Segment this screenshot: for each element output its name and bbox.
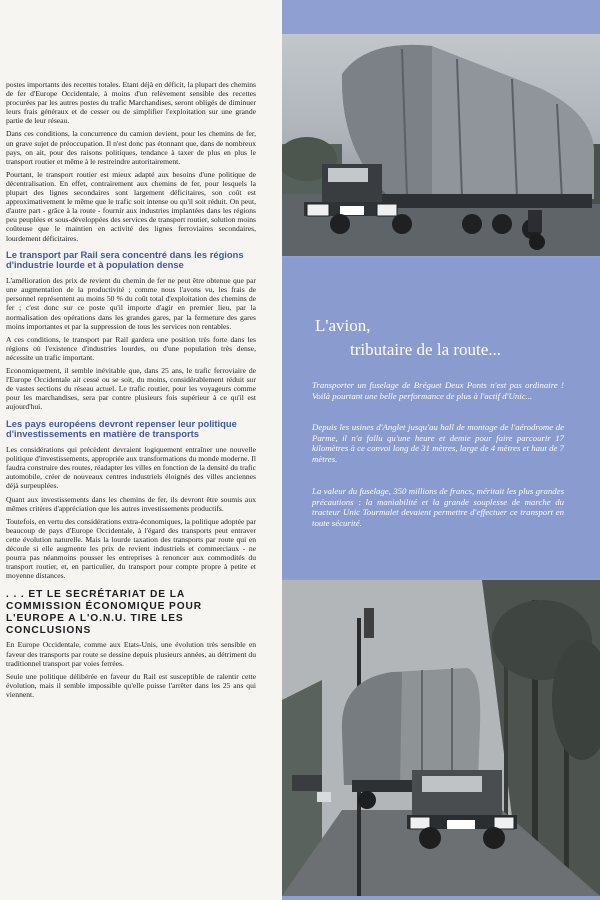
caption-panel [282,258,600,578]
article-left-column [6,80,256,703]
paragraph-8: Quant aux investissements dans les chemins de fer, ils devront être soumis aux mêmes critères d'appréciation que les autres investissements productifs. [6,494,256,513]
caption-paragraph-1: Transporter un fuselage de Bréguet Deux Ponts n'est pas ordinaire ! Voilà pourtant une belle performance de plus à l'actif d'Unic... [312,380,564,401]
paragraph-7: Les considérations qui précèdent devraient logiquement entraîner une nouvelle politique d'investissements, appropriée aux transformations du monde moderne. Il faudra construire des routes, réadapter les villes en fonction de la densité du trafic automobile, créer de nouveaux centres industriels éloignés des villes anciennes déjà surpeuplées. [6,445,256,491]
paragraph-5: A ces conditions, le transport par Rail gardera une position très forte dans les régions où l'existence d'industries lourdes, ou d'une population très dense, nécessite un trafic important. [6,334,256,362]
photo-fuselage-truck [282,34,600,256]
paragraph-10: En Europe Occidentale, comme aux Etats-Unis, une évolution très sensible en faveur des transports par route se dessine depuis plusieurs années, au détriment du traditionnel transport par voies ferrées. [6,640,256,668]
conclusion-heading: . . . ET LE SECRÉTARIAT DE LA COMMISSION ÉCONOMIQUE POUR L'EUROPE A L'O.N.U. TIRE LES CONCLUSIONS [6,589,203,637]
panel-title-line-2: tributaire de la route... [350,340,502,359]
caption-paragraph-2: Depuis les usines d'Anglet jusqu'au hall de montage de l'aérodrome de Parme, il n'a fallu qu'une heure et demie pour faire parcourir 17 kilomètres à ce convoi long de 31 mètres, large de 4 mètres et haut de 7 mètres. [312,422,564,464]
paragraph-3: Pourtant, le transport routier est mieux adapté aux besoins d'une politique de décentralisation. En effet, contrairement aux chemins de fer, pour lesquels la plupart des lignes secondaires sont largement déficitaires, son coût est approximativement le même que le trafic soit intense ou qu'il soit réduit. On peut, d'autre part - grâce à la route - fournir aux industries implantées dans les régions peu peuplées et sous-développées des services de transport routier, solution moins coûteuse que le maintien en activité des lignes ferroviaires secondaires, lourdement déficitaires. [6,169,256,243]
section-heading-rail: Le transport par Rail sera concentré dans les régions d'industrie lourde et à population dense [6,248,244,271]
paragraph-4: L'amélioration des prix de revient du chemin de fer ne peut être obtenue que par une augmentation de la productivité ; comme nous l'avons vu, les frais de personnel représentent au moins 50 % du coût total d'exploitation des chemins de fer ; c'est donc sur ce poste qu'il importe d'agir en premier lieu, par la normalisation des opérations dans les grandes gares, par la fermeture des gares moins importantes et par la suppression de tous les services non rentables. [6,276,256,331]
paragraph-9: Toutefois, en vertu des considérations extra-économiques, la politique adoptée par beaucoup de pays d'Europe Occidentale, à l'égard des transports peut entraver cette évolution naturelle. Mais la lourde taxation des transports par route qui en découle si elle augmente les prix de revient industriels et commerciaux - ne pourra pas néanmoins pousser les entreprises à renoncer aux commodités du transport routier, et, en particulier, du transport pour compte propre à petite et moyenne distances. [6,516,256,581]
panel-title-line-1: L'avion, [315,316,371,335]
paragraph-11: Seule une politique délibérée en faveur du Rail est susceptible de ralentir cette évolution, mais il semble impossible qu'elle puisse l'arrêter dans les 25 ans qui viennent. [6,671,256,699]
paragraph-2: Dans ces conditions, la concurrence du camion devient, pour les chemins de fer, un grave sujet de préoccupation. Il n'est donc pas étonnant que, dans de nombreux pays, on ait, pour des raisons politiques, tendance à taxer de plus en plus le transport routier et même à le restreindre autoritairement. [6,129,256,166]
caption-paragraph-3: La valeur du fuselage, 350 millions de francs, méritait les plus grandes précautions : la maniabilité et la grande souplesse de marche du tracteur Unic Tourmalet devaient permettre d'effectuer ce transport en toute sécurité. [312,486,564,528]
paragraph-1: postes importants des recettes totales. Etant déjà en déficit, la plupart des chemins de fer d'Europe Occidentale, à moins d'un relèvement sensible des recettes procurées par les autres postes du trafic Marchandises, seront obligés de diminuer leurs frais généraux et de cesser ou de simplifier l'exploitation sur une grande partie de leur réseau. [6,80,256,126]
section-heading-investments: Les pays européens devront repenser leur politique d'investissements en matière de transports [6,417,237,440]
photo-convoy-forest-road [282,580,600,896]
paragraph-6: Economiquement, il semble inévitable que, dans 25 ans, le trafic ferroviaire de l'Europe Occidentale ait cessé ou se soit, du moins, considérablement réduit sur de vastes sections du réseau actuel. Le trafic routier, pour les voyageurs comme pour les marchandises, sera par contre plusieurs fois supérieur à ce qu'il est aujourd'hui. [6,366,256,412]
